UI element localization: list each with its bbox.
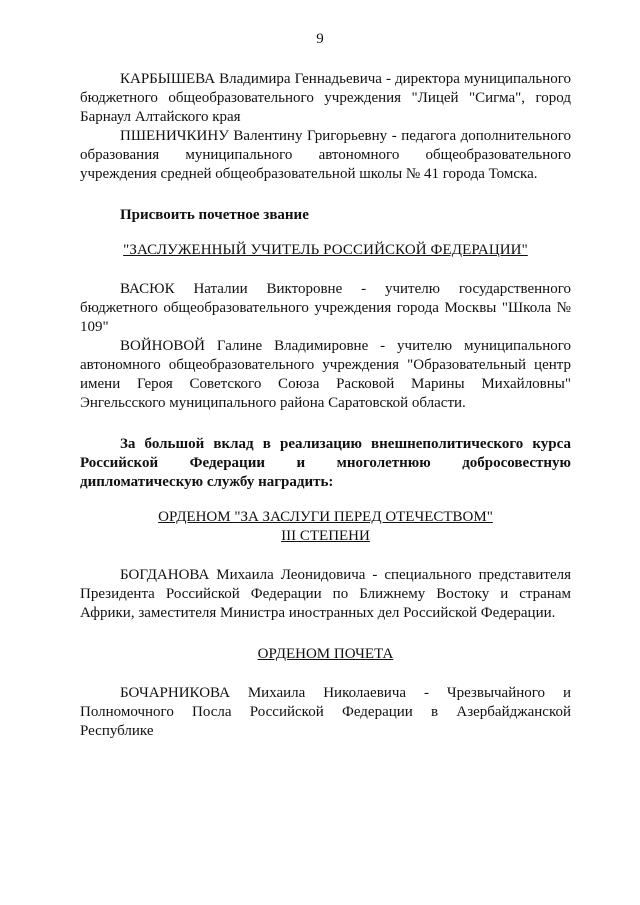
order-honor-heading: ОРДЕНОМ ПОЧЕТА <box>257 646 394 662</box>
order-merit-heading-line2: III СТЕПЕНИ <box>281 528 370 544</box>
award-entry-pshenichkina: ПШЕНИЧКИНУ Валентину Григорьевну - педагога дополнительного образования муниципального автономного общеобразовательного учреждения средней общеобразовательной школы № 41 города Томска. <box>80 128 571 182</box>
honorary-title-heading: "ЗАСЛУЖЕННЫЙ УЧИТЕЛЬ РОССИЙСКОЙ ФЕДЕРАЦИИ" <box>123 242 528 258</box>
award-entry-bocharnikov: БОЧАРНИКОВА Михаила Николаевича - Чрезвычайного и Полномочного Посла Российской Федерации в Азербайджанской Республике <box>80 685 571 739</box>
section-lead-honorary-title: Присвоить почетное звание <box>120 207 309 223</box>
award-entry-voynova: ВОЙНОВОЙ Галине Владимировне - учителю муниципального автономного общеобразовательного учреждения "Образовательный центр имени Героя Советского Союза Расковой Марины Михайловны" Энгельсского муниципального района Саратовской области. <box>80 338 571 411</box>
order-merit-heading-line1: ОРДЕНОМ "ЗА ЗАСЛУГИ ПЕРЕД ОТЕЧЕСТВОМ" <box>158 509 493 525</box>
document-body <box>80 70 571 741</box>
award-entry-bogdanov: БОГДАНОВА Михаила Леонидовича - специального представителя Президента Российской Федерации по Ближнему Востоку и странам Африки, заместителя Министра иностранных дел Российской Федерации. <box>80 567 571 621</box>
order-merit-heading <box>80 508 571 546</box>
award-entry-karbyshev: КАРБЫШЕВА Владимира Геннадьевича - директора муниципального бюджетного общеобразовательного учреждения "Лицей "Сигма", город Барнаул Алтайского края <box>80 71 571 125</box>
section-lead-diplomatic-service: За большой вклад в реализацию внешнеполитического курса Российской Федерации и многолетнюю добросовестную дипломатическую службу наградить: <box>80 436 571 490</box>
page-number: 9 <box>316 31 324 47</box>
award-entry-vasyuk: ВАСЮК Наталии Викторовне - учителю государственного бюджетного общеобразовательного учреждения города Москвы "Школа № 109" <box>80 281 571 335</box>
